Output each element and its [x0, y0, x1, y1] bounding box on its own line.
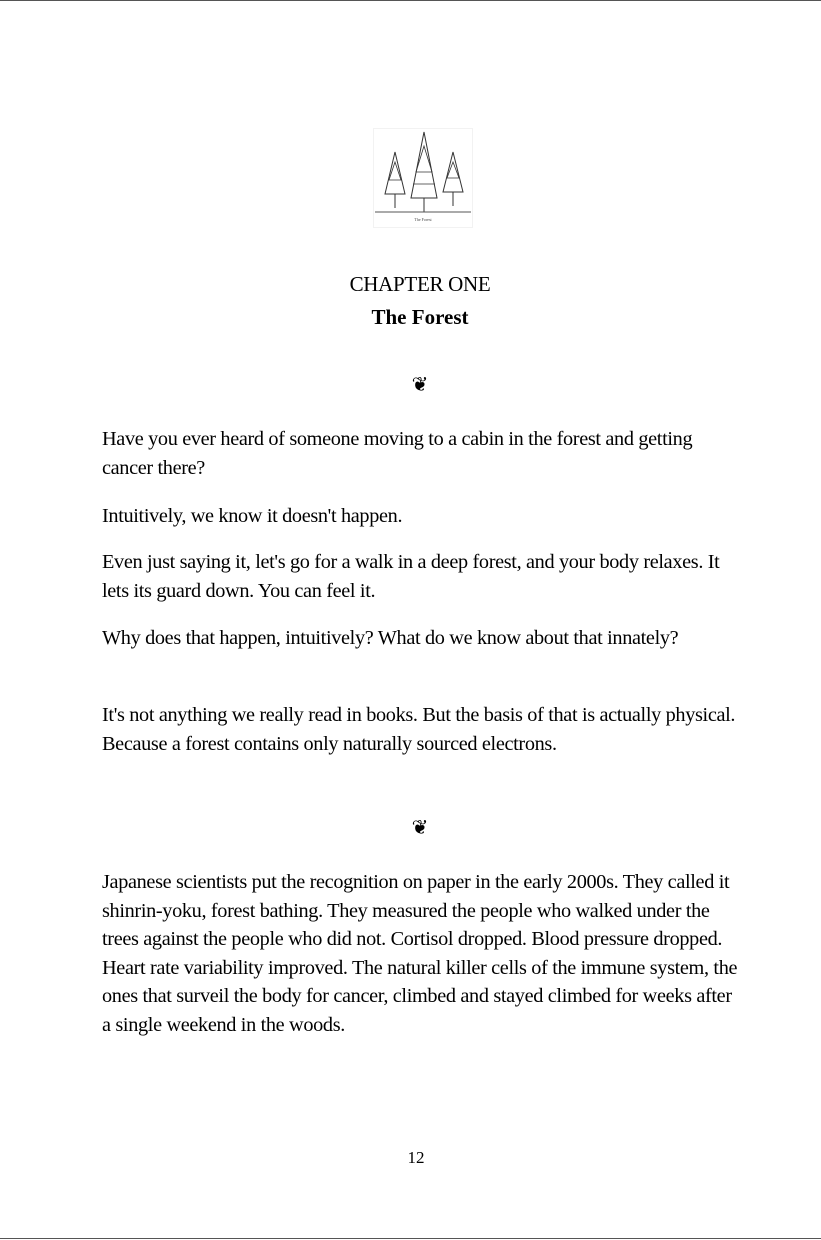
page-bottom-border — [0, 1238, 821, 1239]
body-paragraph: Why does that happen, intuitively? What do we know about that innately? — [102, 627, 679, 649]
body-paragraph: Have you ever heard of someone moving to a cabin in the forest and getting cancer there? — [102, 428, 693, 479]
page-number: 12 — [407, 1148, 425, 1167]
floral-ornament-icon: ❦ — [411, 374, 429, 396]
body-paragraph: Even just saying it, let's go for a walk in a deep forest, and your body relaxes. It lets its guard down. You can feel it. — [102, 551, 720, 602]
page-top-border — [0, 0, 821, 1]
floral-ornament-icon: ❦ — [411, 817, 429, 839]
body-paragraph: Intuitively, we know it doesn't happen. — [102, 505, 403, 527]
body-paragraph: It's not anything we really read in books. But the basis of that is actually physical. Because a forest contains only naturally sourced electrons. — [102, 704, 736, 755]
chapter-number: CHAPTER ONE — [349, 272, 491, 296]
illustration-caption: The Forest — [414, 217, 432, 222]
pine-trees-illustration-icon — [373, 128, 473, 228]
chapter-title: The Forest — [371, 305, 469, 329]
body-paragraph: Japanese scientists put the recognition on paper in the early 2000s. They called it shinrin-yoku, forest bathing. They measured the people who walked under the trees against the people who did not. Cortisol dropped. Blood pressure dropped. Heart rate variability improved. The natural killer cells of the immune system, the ones that surveil the body for cancer, climbed and stayed climbed for weeks after a single weekend in the woods. — [102, 871, 738, 1036]
